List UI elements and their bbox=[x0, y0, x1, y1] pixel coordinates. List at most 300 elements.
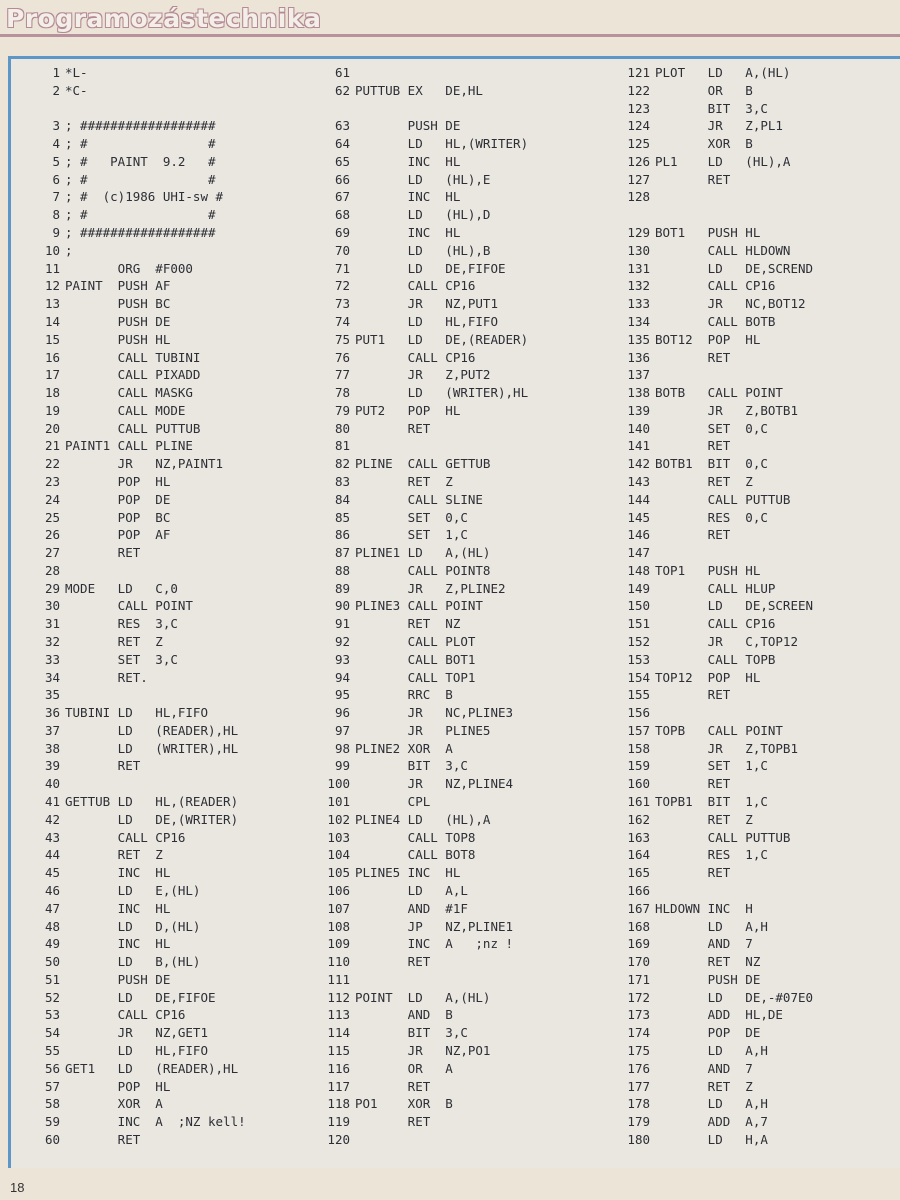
line-number: 99 bbox=[334, 758, 350, 774]
line-number: 152 bbox=[627, 634, 650, 649]
line-number: 73 bbox=[334, 296, 350, 312]
line-number: 102 bbox=[327, 811, 350, 827]
code-text: LD DE,SCREEN bbox=[655, 598, 814, 614]
code-line bbox=[600, 651, 895, 669]
code-text: RES 0,C bbox=[655, 509, 768, 525]
code-text: LD (WRITER),HL bbox=[65, 740, 239, 756]
code-text: LD HL,(WRITER) bbox=[355, 136, 529, 152]
code-line bbox=[10, 491, 305, 509]
code-text: RET bbox=[655, 438, 731, 454]
code-line bbox=[600, 349, 895, 367]
code-line bbox=[300, 117, 595, 135]
code-text: INC A ;nz ! bbox=[355, 936, 514, 952]
code-line bbox=[300, 900, 595, 918]
code-text: JR C,TOP12 bbox=[655, 634, 798, 649]
line-number: 159 bbox=[627, 758, 650, 774]
code-line bbox=[600, 384, 895, 402]
code-text: LD (WRITER),HL bbox=[355, 385, 529, 401]
line-number: 2 bbox=[52, 82, 60, 98]
code-text: OR B bbox=[655, 82, 753, 98]
listing-column-1 bbox=[10, 64, 305, 1149]
line-number: 94 bbox=[334, 669, 350, 685]
line-number: 74 bbox=[334, 313, 350, 329]
code-text: LD A,H bbox=[655, 1096, 768, 1112]
code-text: JR PLINE5 bbox=[355, 722, 491, 738]
code-line bbox=[300, 1024, 595, 1042]
code-text: XOR A bbox=[65, 1096, 163, 1112]
code-line bbox=[10, 64, 305, 82]
code-line bbox=[600, 846, 895, 864]
line-number: 13 bbox=[44, 296, 60, 312]
code-line bbox=[10, 900, 305, 918]
code-text: JP NZ,PLINE1 bbox=[355, 918, 514, 934]
code-line bbox=[10, 1042, 305, 1060]
code-text: BIT 3,C bbox=[655, 100, 768, 116]
code-text: LD DE,FIFOE bbox=[355, 260, 506, 276]
line-number: 42 bbox=[44, 811, 60, 827]
line-number: 15 bbox=[44, 331, 60, 347]
line-number: 71 bbox=[334, 260, 350, 276]
code-text: RET Z bbox=[655, 811, 753, 827]
code-text: RES 1,C bbox=[655, 847, 768, 863]
code-line bbox=[10, 455, 305, 473]
line-number: 148 bbox=[627, 562, 650, 578]
line-number: 31 bbox=[44, 616, 60, 632]
code-text: INC HL bbox=[355, 189, 461, 205]
code-text: OR A bbox=[355, 1060, 453, 1076]
line-number: 56 bbox=[44, 1060, 60, 1076]
code-line bbox=[300, 402, 595, 420]
code-line bbox=[10, 1060, 305, 1078]
line-number: 174 bbox=[627, 1025, 650, 1041]
code-line bbox=[300, 615, 595, 633]
line-number: 145 bbox=[627, 509, 650, 525]
code-line bbox=[10, 651, 305, 669]
code-text: SET 1,C bbox=[355, 527, 468, 543]
code-line bbox=[300, 562, 595, 580]
line-number: 60 bbox=[44, 1131, 60, 1147]
code-line bbox=[600, 971, 895, 989]
line-number: 49 bbox=[44, 936, 60, 952]
line-number: 4 bbox=[52, 136, 60, 152]
page-number: 18 bbox=[10, 1180, 25, 1195]
code-text: LD H,A bbox=[655, 1131, 768, 1147]
code-text: CALL BOT8 bbox=[355, 847, 476, 863]
code-text: CALL SLINE bbox=[355, 491, 483, 507]
line-number: 180 bbox=[627, 1131, 650, 1147]
line-number: 46 bbox=[44, 882, 60, 898]
line-number: 153 bbox=[627, 651, 650, 667]
code-line bbox=[10, 366, 305, 384]
code-line bbox=[300, 295, 595, 313]
code-line bbox=[300, 526, 595, 544]
code-text: BOTB1 BIT 0,C bbox=[655, 456, 768, 472]
code-line bbox=[600, 793, 895, 811]
code-line bbox=[300, 1042, 595, 1060]
code-text: PUSH HL bbox=[65, 331, 171, 347]
line-number: 100 bbox=[327, 776, 350, 792]
code-line bbox=[300, 704, 595, 722]
line-number: 62 bbox=[334, 82, 350, 98]
line-number: 52 bbox=[44, 989, 60, 1005]
line-number: 38 bbox=[44, 740, 60, 756]
code-text: PLOT LD A,(HL) bbox=[655, 65, 791, 80]
line-number: 5 bbox=[52, 153, 60, 169]
line-number: 53 bbox=[44, 1007, 60, 1023]
code-line bbox=[10, 704, 305, 722]
code-line bbox=[600, 100, 895, 118]
code-line bbox=[300, 651, 595, 669]
code-line bbox=[10, 313, 305, 331]
code-line bbox=[300, 64, 595, 82]
line-number: 43 bbox=[44, 829, 60, 845]
code-text: ; # # bbox=[65, 136, 216, 152]
line-number: 105 bbox=[327, 865, 350, 881]
line-number: 45 bbox=[44, 865, 60, 881]
code-text: AND B bbox=[355, 1007, 453, 1023]
code-text: BOTB CALL POINT bbox=[655, 385, 783, 401]
code-text: INC HL bbox=[65, 936, 171, 952]
line-number: 158 bbox=[627, 740, 650, 756]
code-text: PLINE4 LD (HL),A bbox=[355, 811, 491, 827]
line-number: 125 bbox=[627, 136, 650, 152]
code-line bbox=[600, 82, 895, 100]
code-line bbox=[600, 864, 895, 882]
code-line bbox=[600, 722, 895, 740]
listing-column-2 bbox=[300, 64, 595, 1149]
line-number: 130 bbox=[627, 242, 650, 258]
code-line bbox=[10, 846, 305, 864]
code-text: LD (HL),B bbox=[355, 242, 491, 258]
line-number: 117 bbox=[327, 1078, 350, 1094]
code-line bbox=[10, 509, 305, 527]
code-text: JR NZ,PAINT1 bbox=[65, 456, 224, 472]
code-text: PAINT1 CALL PLINE bbox=[65, 438, 193, 454]
code-line bbox=[10, 1006, 305, 1024]
line-number: 127 bbox=[627, 171, 650, 187]
line-number: 48 bbox=[44, 918, 60, 934]
line-number: 84 bbox=[334, 491, 350, 507]
line-number: 44 bbox=[44, 847, 60, 863]
line-number: 97 bbox=[334, 722, 350, 738]
code-line bbox=[300, 793, 595, 811]
line-number: 65 bbox=[334, 153, 350, 169]
code-text: TOP12 POP HL bbox=[655, 669, 761, 685]
code-line bbox=[10, 260, 305, 278]
code-line bbox=[10, 473, 305, 491]
line-number: 41 bbox=[44, 794, 60, 810]
line-number: 123 bbox=[627, 100, 650, 116]
code-line bbox=[600, 224, 895, 242]
line-number: 37 bbox=[44, 722, 60, 738]
code-text: CALL BOT1 bbox=[355, 651, 476, 667]
code-text: *C- bbox=[65, 82, 88, 98]
line-number: 26 bbox=[44, 527, 60, 543]
code-text: INC A ;NZ kell! bbox=[65, 1114, 246, 1130]
code-line bbox=[300, 242, 595, 260]
code-text: TUBINI LD HL,FIFO bbox=[65, 705, 208, 721]
code-text: RET bbox=[655, 687, 731, 703]
code-text: CALL TOP1 bbox=[355, 669, 476, 685]
line-number: 32 bbox=[44, 634, 60, 649]
line-number: 170 bbox=[627, 954, 650, 970]
line-number: 138 bbox=[627, 385, 650, 401]
line-number: 35 bbox=[44, 687, 60, 703]
code-line bbox=[10, 82, 305, 100]
code-text: CALL TOP8 bbox=[355, 829, 476, 845]
code-line bbox=[300, 1078, 595, 1096]
code-line bbox=[600, 882, 895, 900]
code-text: POP DE bbox=[65, 491, 171, 507]
code-text: JR NZ,PLINE4 bbox=[355, 776, 514, 792]
code-line bbox=[600, 64, 895, 82]
code-line bbox=[300, 811, 595, 829]
code-line bbox=[300, 491, 595, 509]
line-number: 85 bbox=[334, 509, 350, 525]
code-text: PLINE2 XOR A bbox=[355, 740, 453, 756]
line-number: 81 bbox=[334, 438, 350, 454]
code-text: CALL TOPB bbox=[655, 651, 776, 667]
code-text: PUT1 LD DE,(READER) bbox=[355, 331, 529, 347]
code-line bbox=[10, 171, 305, 189]
code-line bbox=[300, 633, 595, 651]
code-line bbox=[300, 82, 595, 100]
code-line bbox=[300, 100, 595, 118]
code-line bbox=[10, 953, 305, 971]
code-text: CALL BOTB bbox=[655, 313, 776, 329]
code-text: TOPB1 BIT 1,C bbox=[655, 794, 768, 810]
code-line bbox=[10, 633, 305, 651]
code-line bbox=[600, 295, 895, 313]
line-number: 47 bbox=[44, 900, 60, 916]
code-line bbox=[300, 455, 595, 473]
code-text: LD DE,SCREND bbox=[655, 260, 814, 276]
code-line bbox=[600, 1024, 895, 1042]
code-line bbox=[600, 918, 895, 936]
code-line bbox=[10, 295, 305, 313]
code-text: CPL bbox=[355, 794, 431, 810]
code-text: JR Z,PL1 bbox=[655, 118, 783, 134]
code-text: AND #1F bbox=[355, 900, 468, 916]
code-line bbox=[10, 597, 305, 615]
line-number: 172 bbox=[627, 989, 650, 1005]
line-number: 142 bbox=[627, 456, 650, 472]
code-line bbox=[10, 135, 305, 153]
line-number: 12 bbox=[44, 278, 60, 294]
line-number: 175 bbox=[627, 1042, 650, 1058]
code-text: RRC B bbox=[355, 687, 453, 703]
code-text: MODE LD C,0 bbox=[65, 580, 178, 596]
code-line bbox=[600, 686, 895, 704]
code-line bbox=[10, 882, 305, 900]
code-line bbox=[600, 260, 895, 278]
line-number: 179 bbox=[627, 1114, 650, 1130]
code-text: RET Z bbox=[655, 1078, 753, 1094]
line-number: 23 bbox=[44, 473, 60, 489]
line-number: 107 bbox=[327, 900, 350, 916]
line-number: 122 bbox=[627, 82, 650, 98]
line-number: 33 bbox=[44, 651, 60, 667]
code-line bbox=[600, 829, 895, 847]
line-number: 147 bbox=[627, 545, 650, 561]
line-number: 173 bbox=[627, 1007, 650, 1023]
code-text: CALL PLOT bbox=[355, 634, 476, 649]
line-number: 79 bbox=[334, 402, 350, 418]
code-line bbox=[10, 402, 305, 420]
code-line bbox=[10, 242, 305, 260]
code-text: SET 0,C bbox=[655, 420, 768, 436]
code-text: CALL CP16 bbox=[655, 278, 776, 294]
code-text: RET bbox=[65, 545, 141, 561]
line-number: 135 bbox=[627, 331, 650, 347]
line-number: 28 bbox=[44, 562, 60, 578]
line-number: 72 bbox=[334, 278, 350, 294]
code-line bbox=[10, 1078, 305, 1096]
line-number: 59 bbox=[44, 1114, 60, 1130]
code-text: JR Z,TOPB1 bbox=[655, 740, 798, 756]
code-line bbox=[10, 1024, 305, 1042]
code-text: ADD HL,DE bbox=[655, 1007, 783, 1023]
code-text: BOT1 PUSH HL bbox=[655, 225, 761, 241]
code-text: JR NZ,GET1 bbox=[65, 1025, 208, 1041]
code-text: PLINE3 CALL POINT bbox=[355, 598, 483, 614]
code-line bbox=[10, 349, 305, 367]
line-number: 17 bbox=[44, 367, 60, 383]
line-number: 66 bbox=[334, 171, 350, 187]
code-text: PAINT PUSH AF bbox=[65, 278, 171, 294]
code-text: JR NZ,PO1 bbox=[355, 1042, 491, 1058]
code-line bbox=[600, 1131, 895, 1149]
line-number: 104 bbox=[327, 847, 350, 863]
code-line bbox=[300, 1113, 595, 1131]
line-number: 112 bbox=[327, 989, 350, 1005]
code-line bbox=[300, 864, 595, 882]
line-number: 36 bbox=[44, 705, 60, 721]
code-line bbox=[300, 313, 595, 331]
code-line bbox=[10, 277, 305, 295]
code-line bbox=[300, 829, 595, 847]
line-number: 143 bbox=[627, 473, 650, 489]
code-line bbox=[10, 1131, 305, 1149]
code-line bbox=[600, 953, 895, 971]
line-number: 21 bbox=[44, 438, 60, 454]
code-text: RET bbox=[65, 758, 141, 774]
code-line bbox=[600, 171, 895, 189]
code-line bbox=[600, 1060, 895, 1078]
line-number: 90 bbox=[334, 598, 350, 614]
line-number: 14 bbox=[44, 313, 60, 329]
code-text: SET 0,C bbox=[355, 509, 468, 525]
code-line bbox=[300, 224, 595, 242]
line-number: 154 bbox=[627, 669, 650, 685]
code-text: LD A,H bbox=[655, 1042, 768, 1058]
line-number: 149 bbox=[627, 580, 650, 596]
code-text: PUSH DE bbox=[65, 313, 171, 329]
code-line bbox=[300, 775, 595, 793]
line-number: 157 bbox=[627, 722, 650, 738]
code-text: TOPB CALL POINT bbox=[655, 722, 783, 738]
code-line bbox=[10, 206, 305, 224]
code-text: *L- bbox=[65, 65, 88, 80]
line-number: 118 bbox=[327, 1096, 350, 1112]
code-line bbox=[10, 686, 305, 704]
code-text: CALL MODE bbox=[65, 402, 186, 418]
line-number: 171 bbox=[627, 971, 650, 987]
line-number: 24 bbox=[44, 491, 60, 507]
line-number: 27 bbox=[44, 545, 60, 561]
code-line bbox=[300, 349, 595, 367]
code-line bbox=[300, 669, 595, 687]
code-line bbox=[300, 437, 595, 455]
line-number: 101 bbox=[327, 794, 350, 810]
code-text: PLINE1 LD A,(HL) bbox=[355, 545, 491, 561]
code-text: RET bbox=[655, 527, 731, 543]
code-line bbox=[600, 1095, 895, 1113]
code-text: LD (HL),E bbox=[355, 171, 491, 187]
code-line bbox=[300, 882, 595, 900]
code-line bbox=[600, 509, 895, 527]
code-line bbox=[600, 277, 895, 295]
code-text: ; ################## bbox=[65, 225, 216, 241]
line-number: 151 bbox=[627, 616, 650, 632]
line-number: 40 bbox=[44, 776, 60, 792]
code-line bbox=[10, 864, 305, 882]
code-text: TOP1 PUSH HL bbox=[655, 562, 761, 578]
code-line bbox=[300, 153, 595, 171]
code-text: INC HL bbox=[355, 153, 461, 169]
code-line bbox=[600, 437, 895, 455]
line-number: 34 bbox=[44, 669, 60, 685]
code-line bbox=[300, 171, 595, 189]
line-number: 161 bbox=[627, 794, 650, 810]
code-line bbox=[10, 615, 305, 633]
line-number: 91 bbox=[334, 616, 350, 632]
line-number: 57 bbox=[44, 1078, 60, 1094]
code-text: PO1 XOR B bbox=[355, 1096, 453, 1112]
code-line bbox=[300, 935, 595, 953]
code-line bbox=[300, 188, 595, 206]
line-number: 144 bbox=[627, 491, 650, 507]
code-line bbox=[300, 740, 595, 758]
line-number: 9 bbox=[52, 225, 60, 241]
code-text: BIT 3,C bbox=[355, 758, 468, 774]
code-line bbox=[300, 473, 595, 491]
code-line bbox=[300, 366, 595, 384]
code-text: RET bbox=[655, 171, 731, 187]
line-number: 29 bbox=[44, 580, 60, 596]
code-text: RET bbox=[655, 865, 731, 881]
line-number: 128 bbox=[627, 189, 650, 205]
code-text: ; ################## bbox=[65, 118, 216, 134]
code-line bbox=[300, 971, 595, 989]
code-line bbox=[300, 953, 595, 971]
line-number: 61 bbox=[334, 65, 350, 80]
line-number: 63 bbox=[334, 118, 350, 134]
line-number: 1 bbox=[52, 65, 60, 80]
code-text: BIT 3,C bbox=[355, 1025, 468, 1041]
line-number: 87 bbox=[334, 545, 350, 561]
code-text: CALL PUTTUB bbox=[655, 491, 791, 507]
line-number: 146 bbox=[627, 527, 650, 543]
line-number: 68 bbox=[334, 207, 350, 223]
code-line bbox=[10, 526, 305, 544]
line-number: 120 bbox=[327, 1131, 350, 1147]
line-number: 6 bbox=[52, 171, 60, 187]
code-text: LD B,(HL) bbox=[65, 954, 201, 970]
line-number: 20 bbox=[44, 420, 60, 436]
line-number: 82 bbox=[334, 456, 350, 472]
line-number: 55 bbox=[44, 1042, 60, 1058]
